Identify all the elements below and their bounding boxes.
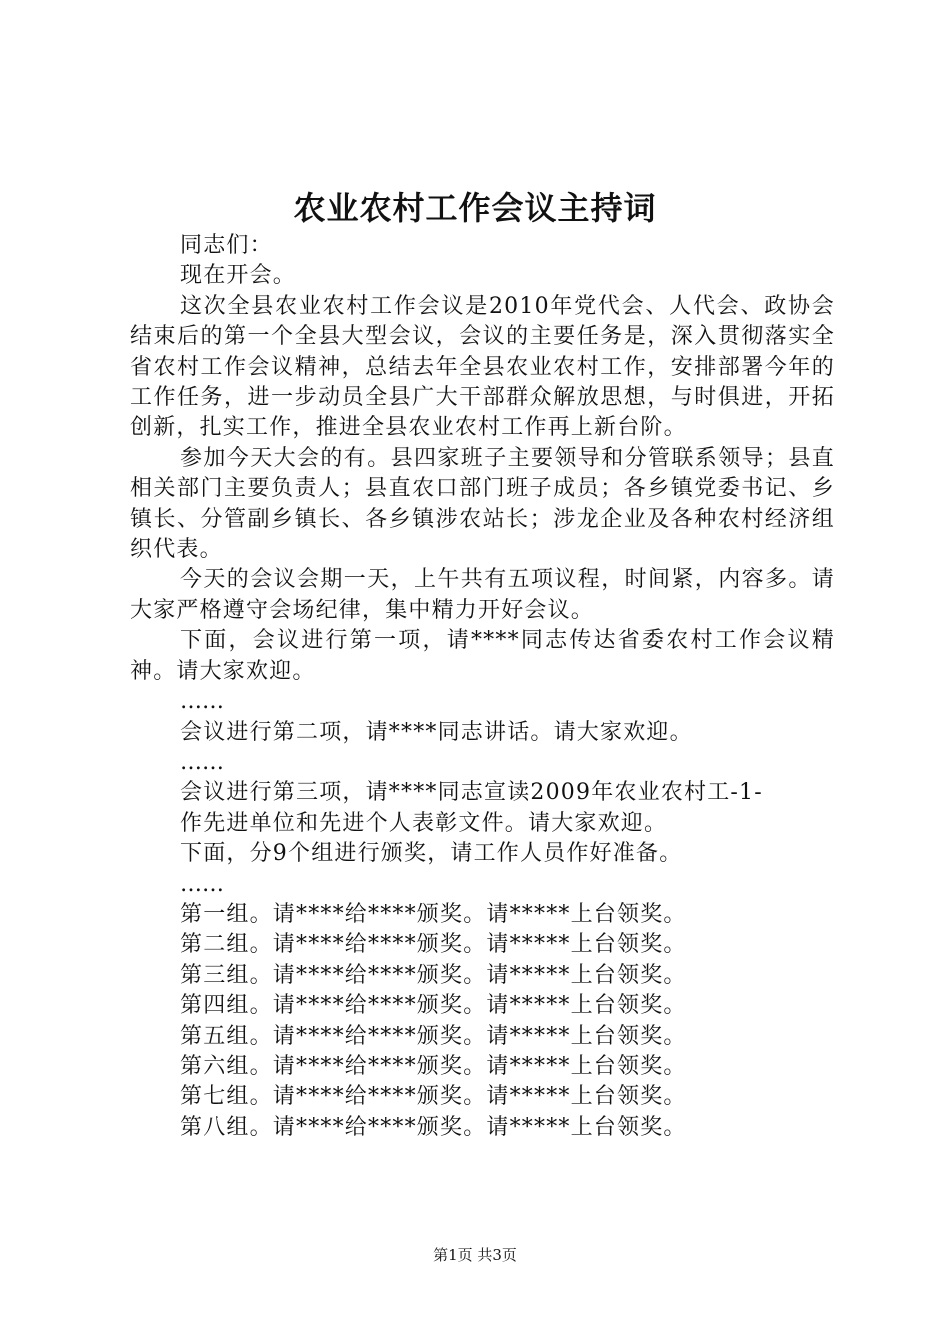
award-group-line: 第五组。请****给****颁奖。请*****上台领奖。 (180, 1023, 687, 1049)
page-footer: 第1页 共3页 (433, 1246, 517, 1264)
award-group-line: 第三组。请****给****颁奖。请*****上台领奖。 (180, 962, 687, 988)
award-group-line: 第六组。请****给****颁奖。请*****上台领奖。 (180, 1053, 687, 1079)
paragraph-agenda-item-2: 会议进行第二项，请****同志讲话。请大家欢迎。 (180, 719, 693, 745)
ellipsis-separator: …… (180, 871, 224, 897)
award-group-line: 第一组。请****给****颁奖。请*****上台领奖。 (180, 901, 687, 927)
paragraph-meeting-purpose: 这次全县农业农村工作会议是2010年党代会、人代会、政协会结束后的第一个全县大型会议，会议的主要任务是，深入贯彻落实全省农村工作会议精神，总结去年全县农业农村工作，安排部署今年的工作任务，进一步动员全县广大干部群众解放思想，与时俱进，开拓创新，扎实工作，推进全县农业农村工作再上新台阶。 (130, 293, 835, 441)
paragraph-agenda-item-1: 下面，会议进行第一项，请****同志传达省委农村工作会议精神。请大家欢迎。 (130, 628, 835, 684)
award-group-line: 第四组。请****给****颁奖。请*****上台领奖。 (180, 993, 687, 1019)
award-group-line: 第八组。请****给****颁奖。请*****上台领奖。 (180, 1114, 687, 1140)
paragraph-award-intro: 下面，分9个组进行颁奖，请工作人员作好准备。 (180, 841, 683, 867)
paragraph-schedule: 今天的会议会期一天，上午共有五项议程，时间紧，内容多。请大家严格遵守会场纪律，集中精力开好会议。 (130, 567, 835, 623)
paragraph-salutation: 同志们： (180, 233, 273, 258)
paragraph-agenda-item-3: 会议进行第三项，请****同志宣读2009年农业农村工-1- (180, 780, 763, 806)
ellipsis-separator: …… (180, 689, 224, 715)
document-body (130, 231, 835, 1143)
paragraph-opening: 现在开会。 (180, 263, 297, 289)
award-group-line: 第二组。请****给****颁奖。请*****上台领奖。 (180, 932, 687, 958)
paragraph-attendees: 参加今天大会的有。县四家班子主要领导和分管联系领导；县直相关部门主要负责人；县直农口部门班子成员；各乡镇党委书记、乡镇长、分管副乡镇长、各乡镇涉农站长；涉龙企业及各种农村经济组织代表。 (130, 445, 835, 563)
ellipsis-separator: …… (180, 749, 224, 775)
document-title: 农业农村工作会议主持词 (293, 189, 657, 227)
paragraph-agenda-item-3-continued: 作先进单位和先进个人表彰文件。请大家欢迎。 (180, 810, 668, 836)
award-group-line: 第七组。请****给****颁奖。请*****上台领奖。 (180, 1084, 687, 1110)
